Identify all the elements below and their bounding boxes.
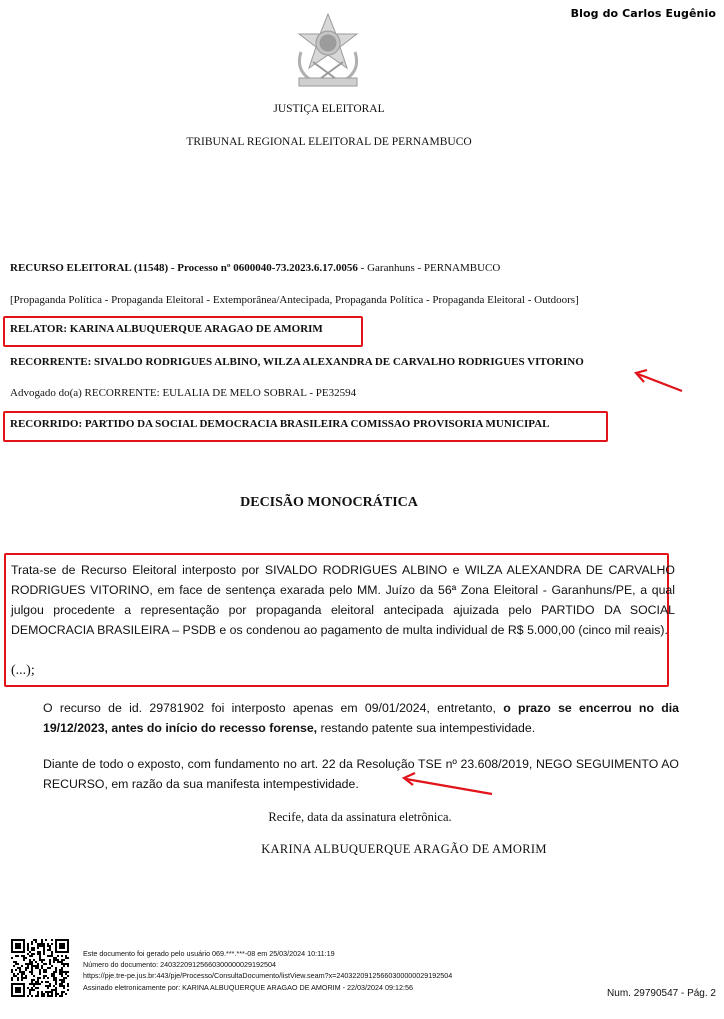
recorrente-line: RECORRENTE: SIVALDO RODRIGUES ALBINO, WILZA ALEXANDRA DE CARVALHO RODRIGUES VITORINO: [10, 356, 584, 368]
footer-document-url[interactable]: https://pje.tre-pe.jus.br:443/pje/Processo/ConsultaDocumento/listView.seam?x=24032209125660300000029192504: [83, 971, 453, 980]
case-number: RECURSO ELEITORAL (11548) - Processo nº 0600040-73.2023.6.17.0056: [10, 262, 358, 274]
footer-signed-by: Assinado eletronicamente por: KARINA ALBUQUERQUE ARAGAO DE AMORIM - 22/03/2024 09:12:56: [83, 983, 413, 992]
brazil-coat-of-arms-icon: [291, 12, 365, 90]
intempestivity-text-a: O recurso de id. 29781902 foi interposto apenas em 09/01/2024, entretanto,: [43, 701, 504, 715]
place-and-date: Recife, data da assinatura eletrônica.: [268, 810, 452, 824]
red-arrow-icon: [630, 366, 686, 396]
signatory-name: KARINA ALBUQUERQUE ARAGÃO DE AMORIM: [261, 842, 547, 856]
highlight-box-recorrido: [3, 411, 608, 442]
recorrido-line: RECORRIDO: PARTIDO DA SOCIAL DEMOCRACIA BRASILEIRA COMISSAO PROVISORIA MUNICIPAL: [10, 418, 550, 430]
highlight-box-relator: [3, 316, 363, 347]
case-summary-paragraph: Trata-se de Recurso Eleitoral interposto por SIVALDO RODRIGUES ALBINO e WILZA ALEXANDRA DE CARVALHO RODRIGUES VITORINO, em face de sentença exarada pelo MM. Juízo da 56ª Zona Eleitoral - Garanhuns/PE, a qual julgou procedente a representação por propaganda eleitoral antecipada ajuizada pelo PARTIDO DA SOCIAL DEMOCRACIA BRASILEIRA – PSDB e os condenou ao pagamento de multa individual de R$ 5.000,00 (cinco mil reais).: [11, 563, 675, 637]
relator-line: RELATOR: KARINA ALBUQUERQUE ARAGAO DE AMORIM: [10, 323, 323, 335]
advogado-line: Advogado do(a) RECORRENTE: EULALIA DE MELO SOBRAL - PE32594: [10, 387, 357, 399]
qr-code-icon: [11, 939, 69, 997]
institution-name: JUSTIÇA ELEITORAL: [273, 103, 385, 115]
court-name: TRIBUNAL REGIONAL ELEITORAL DE PERNAMBUCO: [186, 136, 472, 148]
intempestivity-text-bold: o prazo se encerrou no dia 19/12/2023, antes do início do recesso forense,: [43, 701, 679, 735]
page-number: Num. 29790547 - Pág. 2: [607, 988, 716, 999]
footer-document-number: Número do documento: 24032209125660300000029192504: [83, 960, 277, 969]
ellipsis: (...);: [11, 663, 35, 678]
intempestivity-text-c: restando patente sua intempestividade.: [317, 721, 536, 735]
ruling-paragraph: Diante de todo o exposto, com fundamento no art. 22 da Resolução TSE nº 23.608/2019, NEGO SEGUIMENTO AO RECURSO, em razão da sua manifesta intempestividade.: [43, 757, 679, 791]
intempestivity-paragraph: [43, 698, 679, 738]
watermark: Blog do Carlos Eugênio: [570, 7, 716, 20]
decision-title: DECISÃO MONOCRÁTICA: [240, 495, 418, 510]
case-subjects: [Propaganda Política - Propaganda Eleitoral - Extemporânea/Antecipada, Propaganda Política - Propaganda Eleitoral - Outdoors]: [10, 294, 579, 306]
footer-generated-by: Este documento foi gerado pelo usuário 069.***.***-08 em 25/03/2024 10:11:19: [83, 949, 335, 958]
red-arrow-icon: [400, 770, 496, 798]
case-number-line: [10, 262, 500, 274]
case-location: - Garanhuns - PERNAMBUCO: [357, 262, 501, 274]
